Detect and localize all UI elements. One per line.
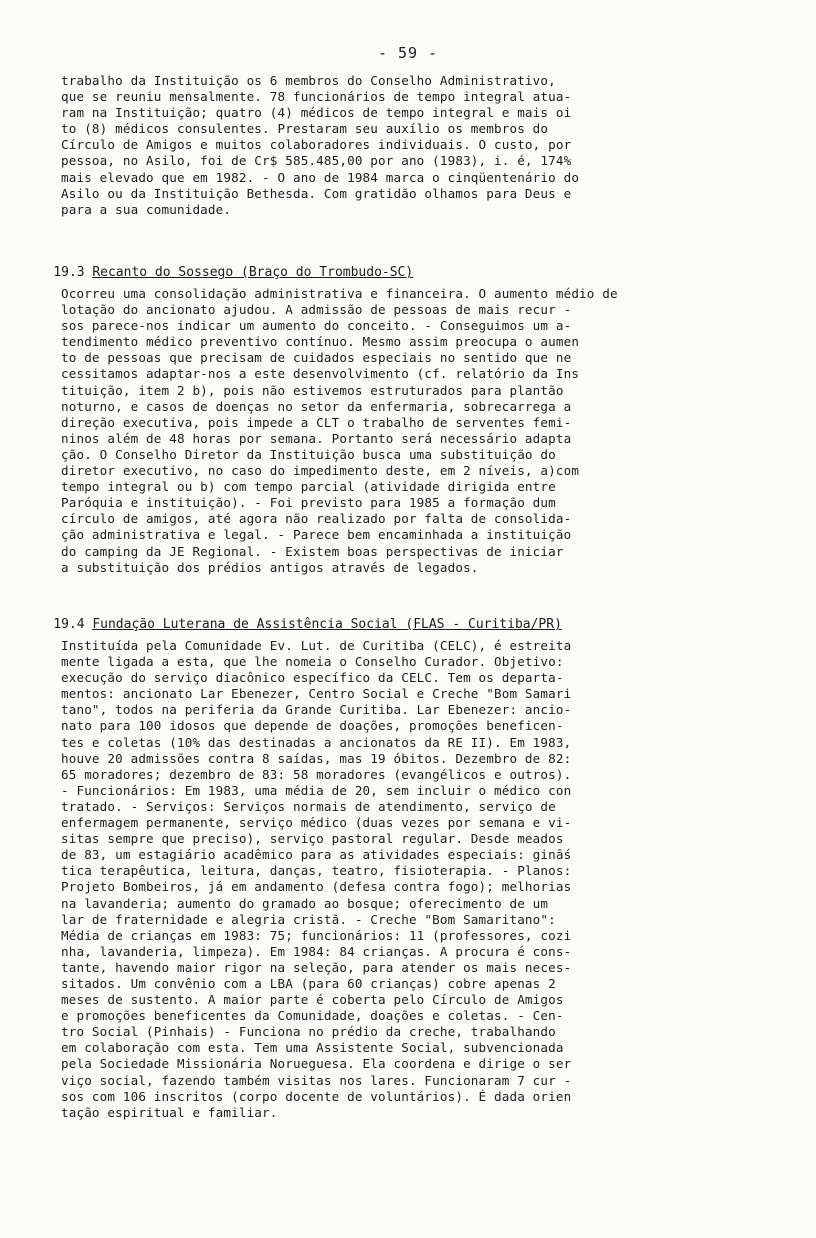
section-number: 19.4 <box>53 617 85 632</box>
section-body-19-4: Instituída pela Comunidade Ev. Lut. de Curitiba (CELC), é estreita mente ligada a esta, que lhe nomeia o Conselho Curador. Objetivo: execução do serviço diacônico específico da CELC. Tem os departa- mentos: ancionato Lar Ebenezer, Centro Social e Creche "Bom Samari tano", todos na periferia da Grande Curitiba. Lar Ebenezer: ancio- nato para 100 idosos que depende de doações, promoções beneficen- tes e coletas (10% das destinadas a ancionatos da RE II). Em 1983, houve 20 admissões contra 8 saídas, mas 19 óbitos. Dezembro de 82: 65 moradores; dezembro de 83: 58 moradores (evangélicos e outros). - Funcionários: Em 1983, uma média de 20, sem incluir o médico con tratado. - Serviços: Serviços normais de atendimento, serviço de enfermagem permanente, serviço médico (duas vezes por semana e vi- sitas sempre que preciso), serviço pastoral regular. Desde meados de 83, um estagiário acadêmico para as atividades especiais: gināś tica terapêutica, leitura, danças, teatro, fisioterapia. - Planos: Projeto Bombeiros, já em andamento (defesa contra fogo); melhorias na lavanderia; aumento do gramado ao bosque; oferecimento de um lar de fraternidade e alegria cristã. - Creche "Bom Samaritano": Média de crianças em 1983: 75; funcionários: 11 (professores, cozi nha, lavanderia, limpeza). Em 1984: 84 crianças. A procura é cons- tante, havendo maior rigor na seleção, para atender os mais neces- sitados. Um convênio com a LBA (para 60 crianças) cobre apenas 2 meses de sustento. A maior parte é coberta pelo Círculo de Amigos e promoções beneficentes da Comunidade, doações e coletas. - Cen- tro Social (Pinhais) - Funciona no prédio da creche, trabalhando em colaboração com esta. Tem uma Assistente Social, subvencionada pela Sociedade Missionária Norueguesa. Ela coordena e dirige o ser viço social, fazendo também visitas nos lares. Funcionaram 7 cur - sos com 106 inscritos (corpo docente de voluntários). É dada orien tação espiritual e familiar. <box>61 638 572 1120</box>
section-title: Recanto do Sossego (Braço do Trombudo-SC) <box>92 265 414 280</box>
section-number: 19.3 <box>53 265 85 280</box>
page-number: - 59 - <box>377 44 439 62</box>
section-body-19-3: Ocorreu uma consolidação administrativa e financeira. O aumento médio de lotação do ancionato ajudou. A admissão de pessoas de mais recur - sos parece-nos indicar um aumento do conceito. - Conseguimos um a- tendimento médico preventivo contínuo. Mesmo assim preocupa o aumen to de pessoas que precisam de cuidados especiais no sentido que ne cessitamos adaptar-nos a este desenvolvimento (cf. relatório da Ins tituição, item 2 b), pois não estivemos estruturados para plantão noturno, e casos de doenças no setor da enfermaria, sobrecarrega a direção executiva, pois impede a CLT o trabalho de serventes femi- ninos além de 48 horas por semana. Portanto será necessário adapta ção. O Conselho Diretor da Instituição busca uma substituição do diretor executivo, no caso do impedimento deste, em 2 níveis, a)com tempo integral ou b) com tempo parcial (atividade dirigida entre Paróquia e instituição). - Foi previsto para 1985 a formação dum círculo de amigos, até agora não realizado por falta de consolida- ção administrativa e legal. - Parece bem encaminhada a instituição do camping da JE Regional. - Existem boas perspectivas de iniciar a substituição dos prédios antigos através de legados. <box>61 286 618 575</box>
section-title: Fundação Luterana de Assistência Social (FLAS - Curitiba/PR) <box>92 617 562 632</box>
intro-paragraph: trabalho da Instituição os 6 membros do Conselho Administrativo, que se reuniu mensalmente. 78 funcionários de tempo integral atua- ram na Instituição; quatro (4) médicos de tempo integral e mais oi to (8) médicos consulentes. Prestaram seu auxílio os membros do Círculo de Amigos e muitos colaboradores individuais. O custo, por pessoa, no Asilo, foi de Cr$ 585.485,00 por ano (1983), i. é, 174% mais elevado que em 1982. - O ano de 1984 marca o cinqüentenário do Asilo ou da Instituição Bethesda. Com gratidão olhamos para Deus e para a sua comunidade. <box>61 73 580 217</box>
